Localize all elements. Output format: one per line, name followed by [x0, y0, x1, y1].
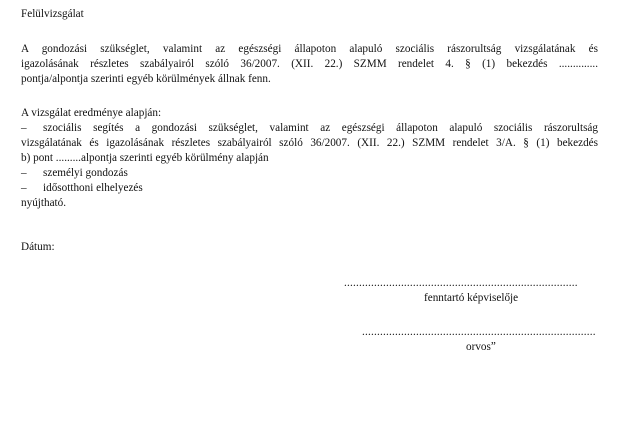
list-item-2	[21, 167, 128, 180]
list-item-2-text: személyi gondozás	[43, 167, 128, 179]
list-item-3	[21, 182, 143, 195]
paragraph1-line2: igazolásának részletes szabályairól szóló 36/2007. (XII. 22.) SZMM rendelet 4. § (1) bekezdés ..............	[21, 58, 598, 70]
section-heading: Felülvizsgálat	[21, 8, 84, 20]
list-dash: –	[21, 122, 27, 134]
signature-line-doctor: ..............................................................................	[362, 326, 596, 338]
list-item-1-line2: vizsgálatának és igazolásának részletes szabályairól szóló 36/2007. (XII. 22.) SZMM rendelet 3/A. § (1) bekezdés	[21, 137, 598, 149]
date-label: Dátum:	[21, 241, 55, 253]
paragraph1-line3: pontja/alpontja szerinti egyéb körülmények állnak fenn.	[21, 73, 271, 85]
signature-label-doctor: orvosˮ	[466, 341, 496, 353]
list-item-1-text: szociális segítés a gondozási szükséglet, valamint az egészségi állapoton alapuló szociális rászorultság	[43, 122, 598, 134]
list-item-1-line1	[21, 122, 598, 135]
list-dash: –	[21, 182, 27, 194]
signature-label-maintainer: fenntartó képviselője	[424, 292, 519, 304]
list-dash: –	[21, 167, 27, 179]
paragraph1-line1: A gondozási szükséglet, valamint az egészségi állapoton alapuló szociális rászorultság vizsgálatának és	[21, 43, 598, 55]
paragraph2-intro: A vizsgálat eredménye alapján:	[21, 107, 162, 119]
closing-word: nyújtható.	[21, 197, 67, 209]
list-item-3-text: idősotthoni elhelyezés	[43, 182, 143, 194]
list-item-1-line3: b) pont .........alpontja szerinti egyéb körülmény alapján	[21, 152, 269, 164]
signature-line-maintainer: ..............................................................................	[344, 277, 578, 289]
